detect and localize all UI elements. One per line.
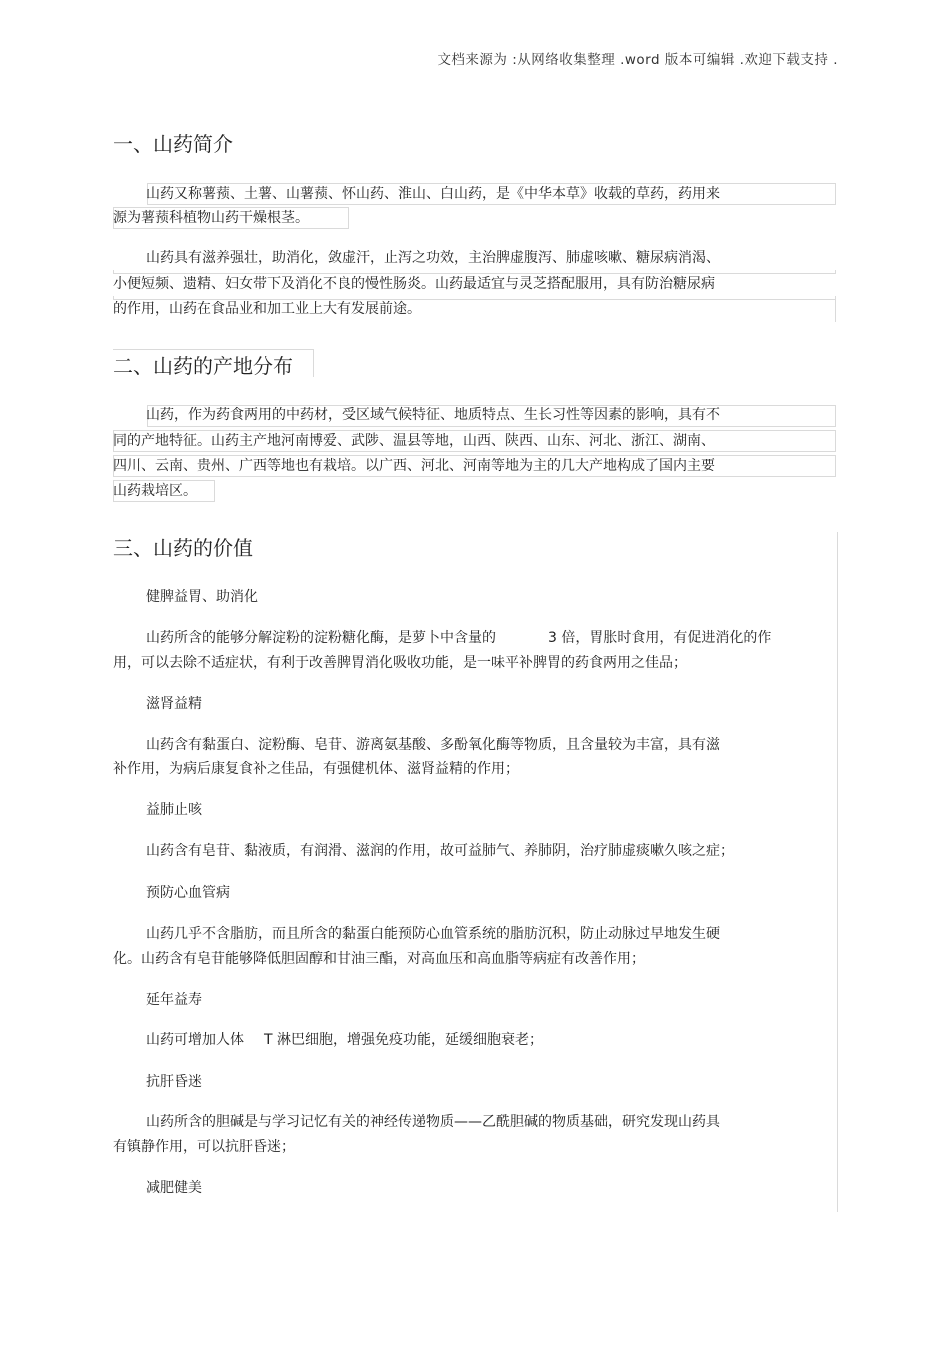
subsection-title: 延年益寿 — [146, 992, 202, 1008]
paragraph-line: 山药可增加人体 T 淋巴细胞，增强免疫功能，延缓细胞衰老； — [146, 1032, 544, 1048]
paragraph-line: 山药栽培区。 — [113, 483, 197, 499]
paragraph-line: 小便短频、遗精、妇女带下及消化不良的慢性肠炎。山药最适宜与灵芝搭配服用，具有防治糖尿病 — [113, 276, 715, 292]
paragraph-line: 有镇静作用，可以抗肝昏迷； — [113, 1139, 295, 1155]
paragraph-line: 山药所含的能够分解淀粉的淀粉糖化酶，是萝卜中含量的 3 倍，胃胀时食用，有促进消化的作 — [146, 630, 772, 646]
paragraph-line: 山药具有滋养强壮，助消化，敛虚汗，止泻之功效，主治脾虚腹泻、肺虚咳嗽、糖尿病消渴、 — [146, 250, 720, 266]
paragraph-line: 补作用，为病后康复食补之佳品，有强健机体、滋肾益精的作用； — [113, 761, 519, 777]
frame-edge — [835, 296, 836, 322]
header-note: 文档来源为 :从网络收集整理 .word 版本可编辑 .欢迎下载支持 . — [437, 52, 838, 68]
paragraph-line: 四川、云南、贵州、广西等地也有栽培。以广西、河北、河南等地为主的几大产地构成了国内主要 — [113, 458, 715, 474]
paragraph-line: 用，可以去除不适症状，有利于改善脾胃消化吸收功能，是一味平补脾胃的药食两用之佳品； — [113, 655, 687, 671]
subsection-title: 滋肾益精 — [146, 696, 202, 712]
subsection-title: 健脾益胃、助消化 — [146, 589, 258, 605]
subsection-title: 减肥健美 — [146, 1180, 202, 1196]
paragraph-line: 山药含有皂苷、黏液质，有润滑、滋润的作用，故可益肺气、养肺阴，治疗肺虚痰嗽久咳之症； — [146, 843, 734, 859]
frame-edge — [837, 532, 838, 1212]
section-title: 一、山药简介 — [113, 132, 233, 156]
paragraph-line: 的作用，山药在食品业和加工业上大有发展前途。 — [113, 301, 421, 317]
section-title: 二、山药的产地分布 — [113, 354, 293, 378]
paragraph-line: 山药含有黏蛋白、淀粉酶、皂苷、游离氨基酸、多酚氧化酶等物质，且含量较为丰富，具有滋 — [146, 737, 720, 753]
subsection-title: 益肺止咳 — [146, 802, 202, 818]
paragraph-line: 山药所含的胆碱是与学习记忆有关的神经传递物质——乙酰胆碱的物质基础，研究发现山药具 — [146, 1114, 720, 1130]
subsection-title: 抗肝昏迷 — [146, 1074, 202, 1090]
paragraph-line: 山药，作为药食两用的中药材，受区域气候特征、地质特点、生长习性等因素的影响，具有不 — [146, 407, 720, 423]
paragraph-line: 化。山药含有皂苷能够降低胆固醇和甘油三酯，对高血压和高血脂等病症有改善作用； — [113, 951, 645, 967]
paragraph-line: 山药几乎不含脂肪，而且所含的黏蛋白能预防心血管系统的脂肪沉积，防止动脉过早地发生硬 — [146, 926, 720, 942]
section-title: 三、山药的价值 — [113, 536, 253, 560]
subsection-title: 预防心血管病 — [146, 885, 230, 901]
paragraph-line: 山药又称薯蓣、土薯、山薯蓣、怀山药、淮山、白山药，是《中华本草》收载的草药，药用来 — [146, 186, 720, 202]
paragraph-line: 源为薯蓣科植物山药干燥根茎。 — [113, 210, 309, 226]
paragraph-line: 同的产地特征。山药主产地河南博爱、武陟、温县等地，山西、陕西、山东、河北、浙江、湖南、 — [113, 433, 715, 449]
